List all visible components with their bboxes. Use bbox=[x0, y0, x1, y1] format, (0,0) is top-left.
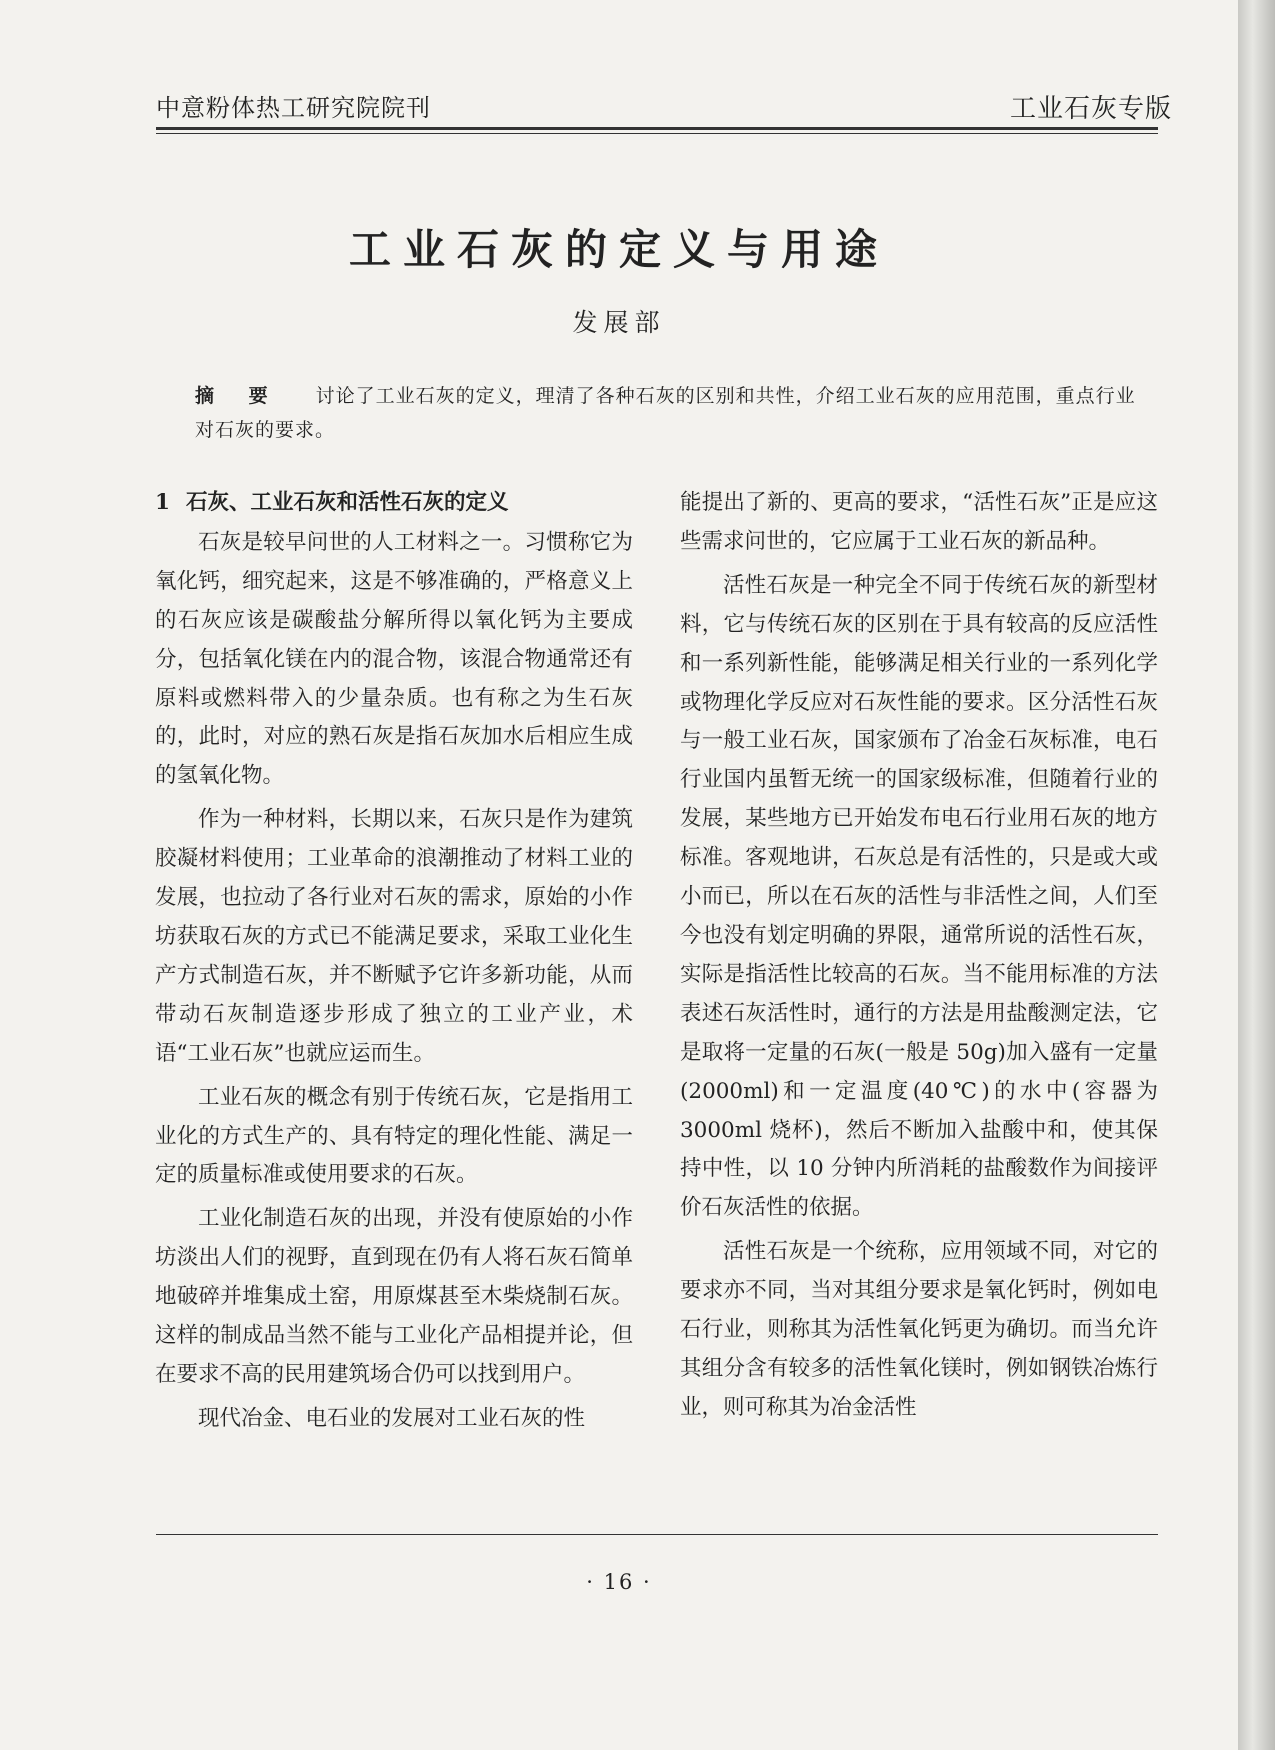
abstract-label: 摘 要 bbox=[195, 385, 282, 407]
page-number: · 16 · bbox=[586, 1570, 652, 1594]
article-title: 工业石灰的定义与用途 bbox=[348, 225, 889, 274]
paragraph: 活性石灰是一种完全不同于传统石灰的新型材料，它与传统石灰的区别在于具有较高的反应活性和一系列新性能，能够满足相关行业的一系列化学或物理化学反应对石灰性能的要求。区分活性石灰与一般工业石灰，国家颁布了冶金石灰标准，电石行业国内虽暂无统一的国家级标准，但随着行业的发展，某些地方已开始发布电石行业用石灰的地方标准。客观地讲，石灰总是有活性的，只是或大或小而已，所以在石灰的活性与非活性之间，人们至今也没有划定明确的界限，通常所说的活性石灰，实际是指活性比较高的石灰。当不能用标准的方法表述石灰活性时，通行的方法是用盐酸测定法，它是取将一定量的石灰(一般是 50g)加入盛有一定量(2000ml)和一定温度(40℃)的水中(容器为 3000ml 烧杯)，然后不断加入盐酸中和，使其保持中性，以 10 分钟内所消耗的盐酸数作为间接评价石灰活性的依据。 bbox=[680, 572, 1158, 1221]
paragraph: 现代冶金、电石业的发展对工业石灰的性 bbox=[198, 1405, 586, 1431]
paragraph: 作为一种材料，长期以来，石灰只是作为建筑胶凝材料使用；工业革命的浪潮推动了材料工业的发展，也拉动了各行业对石灰的需求，原始的小作坊获取石灰的方式已不能满足要求，采取工业化生产方式制造石灰，并不断赋予它许多新功能，从而带动石灰制造逐步形成了独立的工业产业，术语“工业石灰”也就应运而生。 bbox=[155, 807, 633, 1066]
paragraph: 能提出了新的、更高的要求，“活性石灰”正是应这些需求问世的，它应属于工业石灰的新品种。 bbox=[680, 490, 1158, 554]
header-rule-thick bbox=[156, 127, 1158, 130]
edition-name: 工业石灰专版 bbox=[1010, 94, 1173, 124]
section-title: 石灰、工业石灰和活性石灰的定义 bbox=[185, 490, 509, 515]
paragraph: 工业石灰的概念有别于传统石灰，它是指用工业化的方式生产的、具有特定的理化性能、满足一定的质量标准或使用要求的石灰。 bbox=[155, 1084, 633, 1188]
paragraph: 活性石灰是一个统称，应用领域不同，对它的要求亦不同，当对其组分要求是氧化钙时，例如电石行业，则称其为活性氧化钙更为确切。而当允许其组分含有较多的活性氧化镁时，例如钢铁冶炼行业，则可称其为冶金活性 bbox=[680, 1239, 1158, 1420]
left-column bbox=[155, 484, 633, 1444]
header-rule-thin bbox=[156, 133, 1158, 134]
paragraph: 石灰是较早问世的人工材料之一。习惯称它为氧化钙，细究起来，这是不够准确的，严格意义上的石灰应该是碳酸盐分解所得以氧化钙为主要成分，包括氧化镁在内的混合物，该混合物通常还有原料或燃料带入的少量杂质。也有称之为生石灰的，此时，对应的熟石灰是指石灰加水后相应生成的氢氧化物。 bbox=[155, 529, 633, 789]
article-author: 发展部 bbox=[572, 308, 666, 337]
section-number: 1 bbox=[155, 490, 170, 515]
section-heading bbox=[155, 484, 633, 523]
right-column bbox=[680, 484, 1158, 1433]
abstract-text: 讨论了工业石灰的定义，理清了各种石灰的区别和共性，介绍工业石灰的应用范围，重点行业对石灰的要求。 bbox=[195, 385, 1136, 441]
journal-name: 中意粉体热工研究院院刊 bbox=[156, 94, 431, 122]
page-edge-shadow bbox=[1238, 0, 1275, 1750]
footer-rule bbox=[156, 1534, 1158, 1535]
abstract bbox=[195, 379, 1140, 447]
paragraph: 工业化制造石灰的出现，并没有使原始的小作坊淡出人们的视野，直到现在仍有人将石灰石简单地破碎并堆集成土窑，用原煤甚至木柴烧制石灰。这样的制成品当然不能与工业化产品相提并论，但在要求不高的民用建筑场合仍可以找到用户。 bbox=[155, 1206, 633, 1387]
